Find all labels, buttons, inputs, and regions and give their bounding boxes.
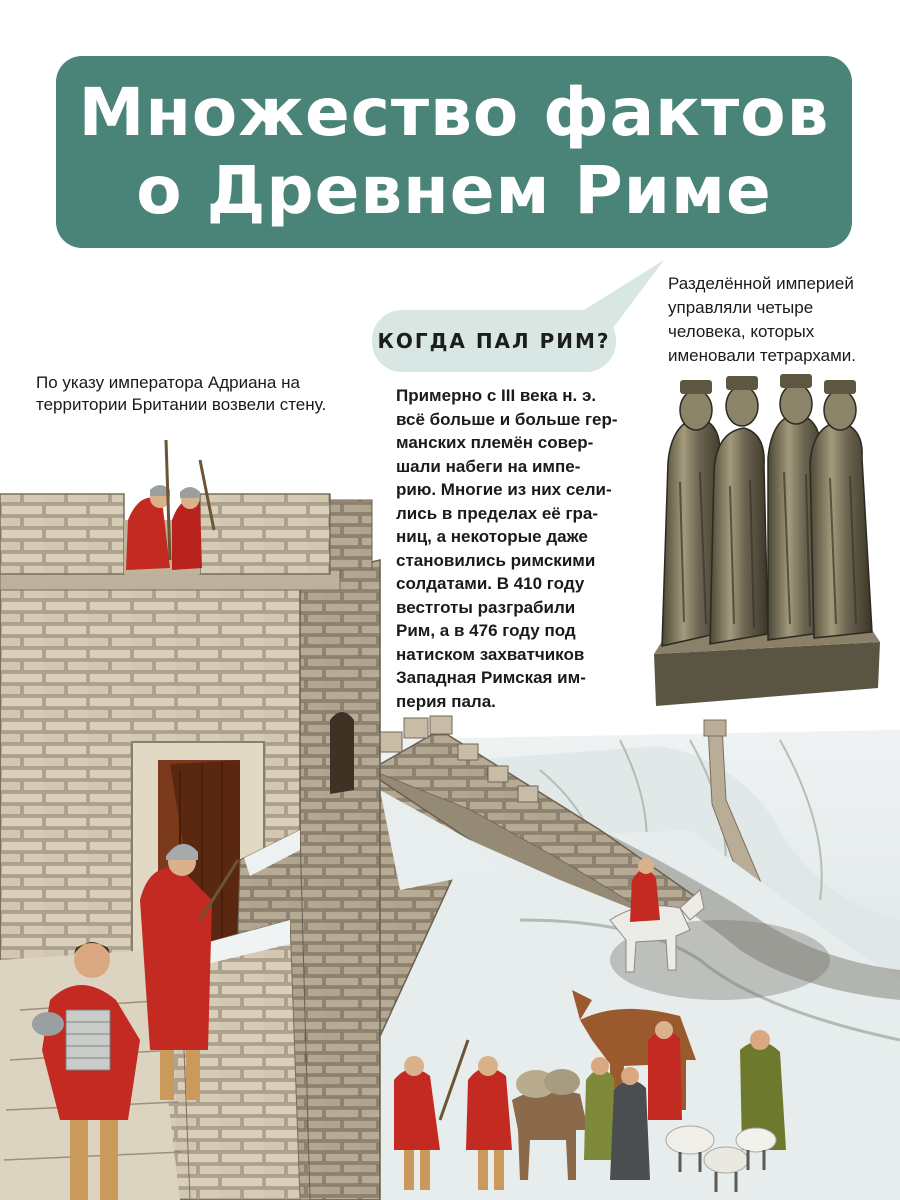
text-line: лись в пределах её гра- [396, 503, 599, 523]
text-line: вестготы разграбили [396, 597, 576, 617]
text-line: ниц, а некоторые даже [396, 527, 588, 546]
text-line: всё больше и больше гер- [396, 409, 618, 429]
page-title-line-1: Множество фактов [78, 74, 830, 151]
text-line: шали набеги на импе- [396, 456, 581, 476]
text-line: солдатами. В 410 году [396, 574, 585, 593]
text-line: перия пала. [396, 691, 496, 711]
text-line: Примерно с III века н. э. [396, 386, 597, 405]
question-bubble-label: КОГДА ПАЛ РИМ? [377, 329, 611, 353]
text-line: манских племён совер- [396, 433, 594, 452]
text-line: Западная Римская им- [396, 668, 586, 687]
tetrarchs-caption: Разделённой империей управляли четыре человека, которых именовали тетрархами. [668, 274, 857, 365]
title-banner [56, 56, 852, 248]
text-line: Рим, а в 476 году под [396, 621, 576, 640]
text-line: становились римскими [396, 550, 596, 570]
text-line: рию. Многие из них сели- [396, 480, 612, 499]
page-title-line-2: о Древнем Риме [136, 152, 772, 229]
text-line: натиском захватчиков [396, 644, 585, 664]
hadrians-wall-illustration [0, 360, 900, 1200]
hadrian-wall-caption: По указу императора Адриана на территории Британии возвели стену. [36, 373, 327, 414]
